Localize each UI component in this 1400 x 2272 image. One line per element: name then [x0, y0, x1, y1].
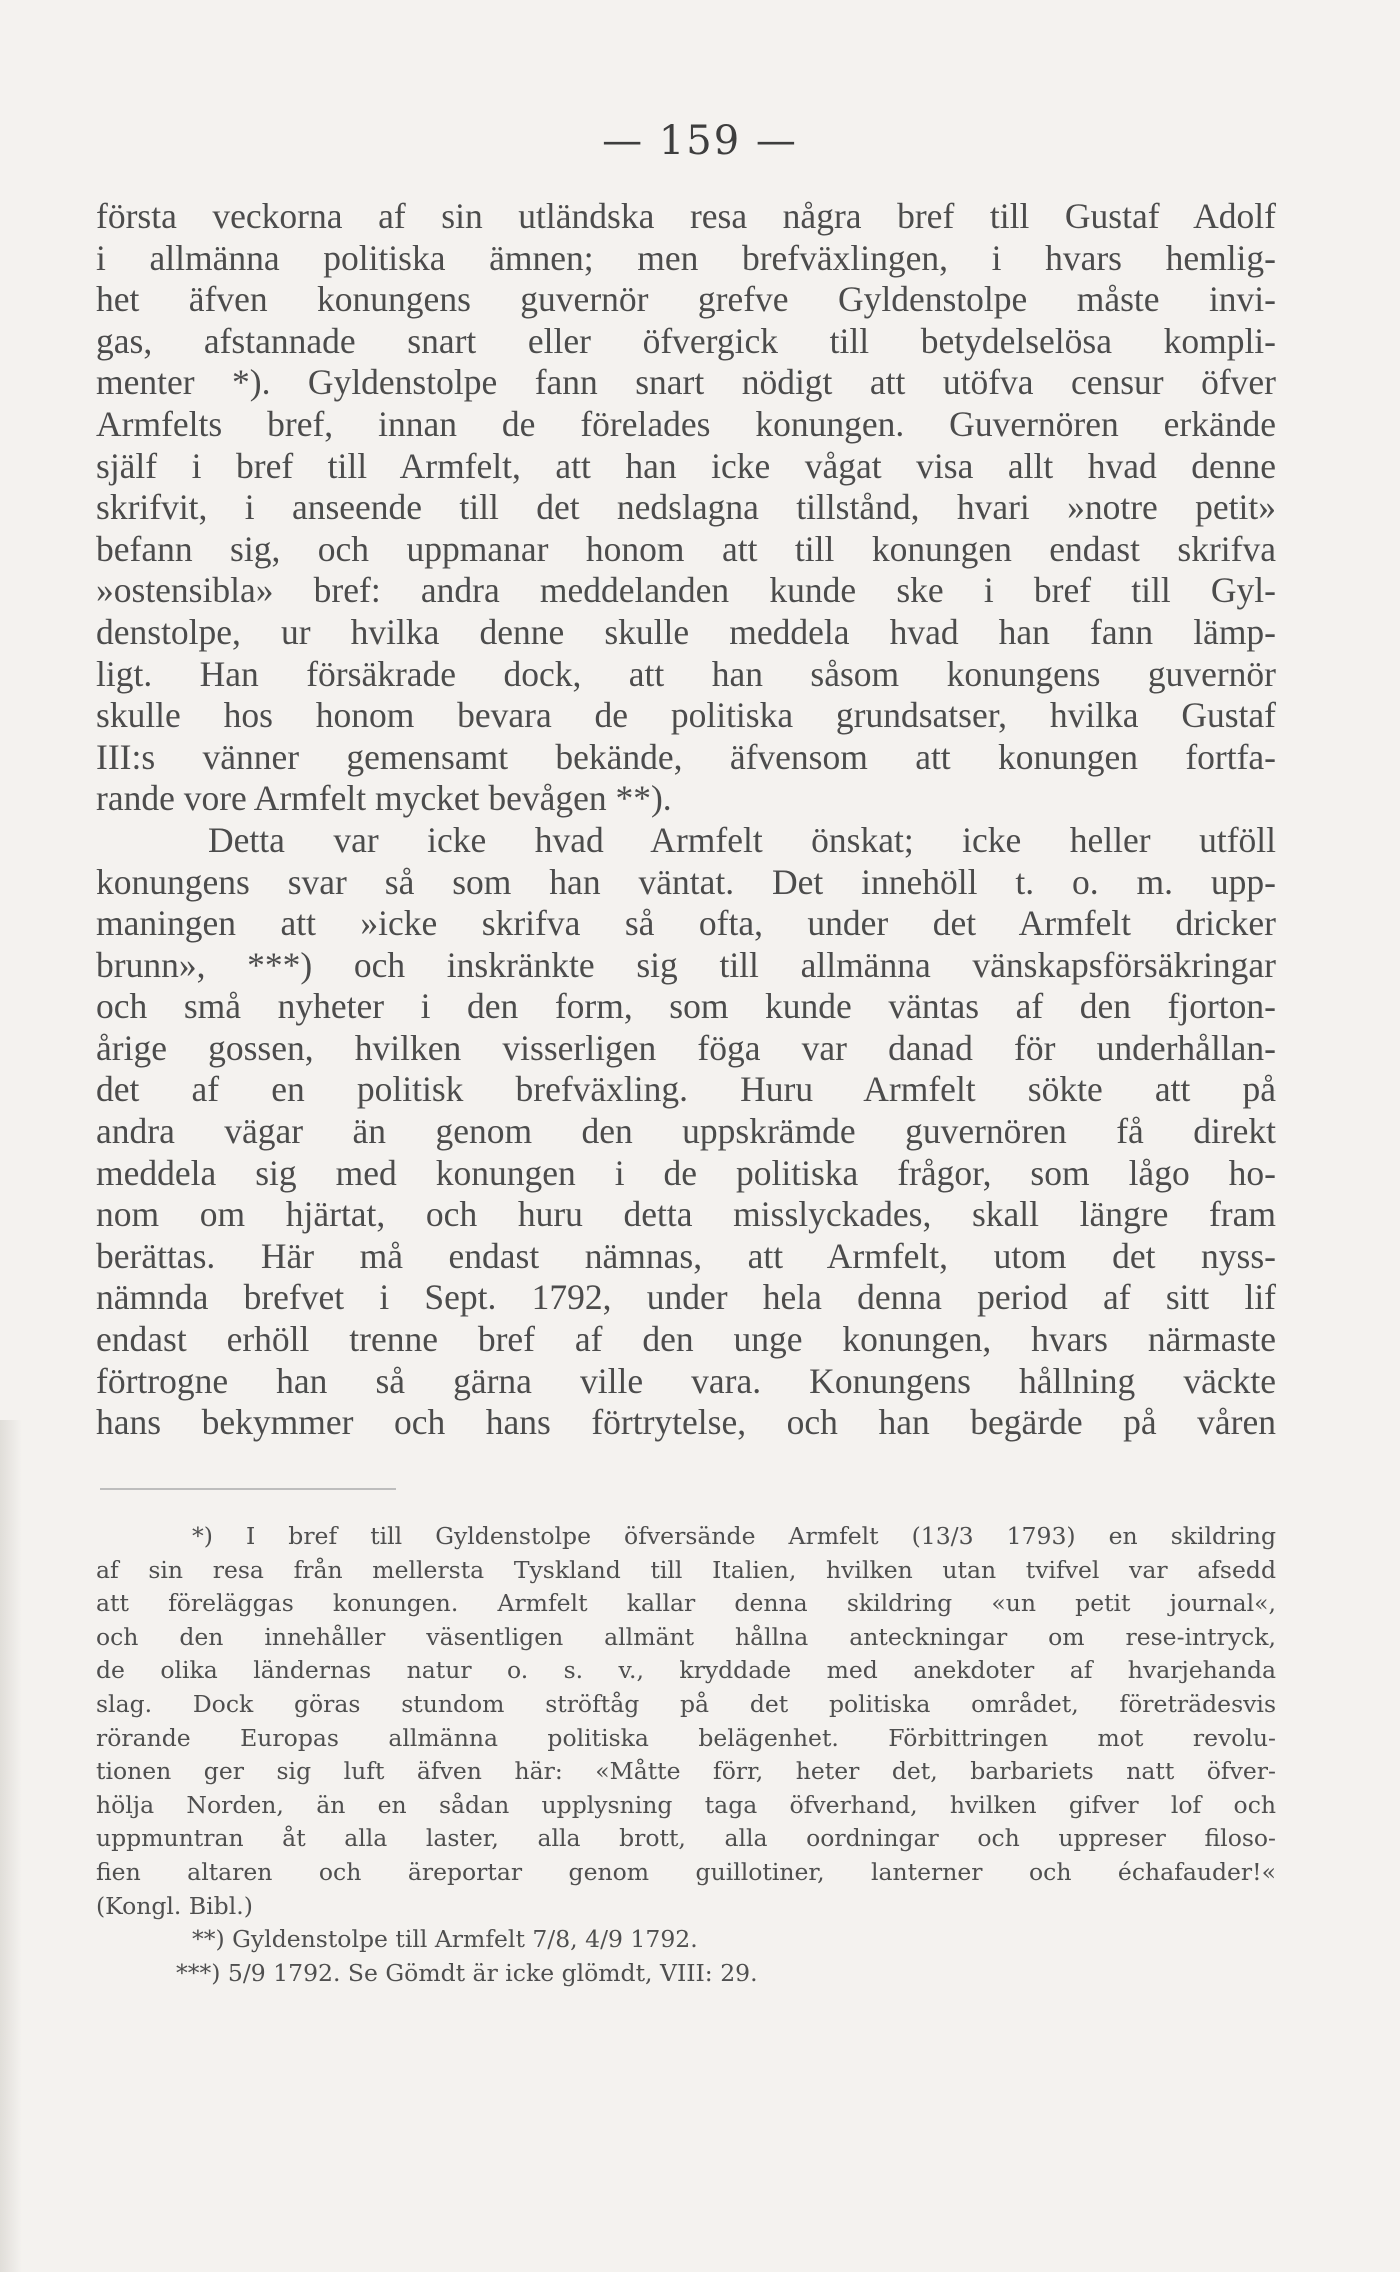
text-line: det af en politisk brefväxling. Huru Armfelt sökte att på [96, 1069, 1276, 1110]
body-text [96, 196, 1276, 1444]
text-line: berättas. Här må endast nämnas, att Armfelt, utom det nyss- [96, 1235, 1276, 1276]
text-line: första veckorna af sin utländska resa några bref till Gustaf Adolf [96, 196, 1276, 236]
footnote-line: att föreläggas konungen. Armfelt kallar denna skildring «un petit journal«, [96, 1589, 1276, 1618]
footnote-line: fien altaren och äreportar genom guillotiner, lanterner och échafauder!« [96, 1857, 1276, 1886]
footnote-line: tionen ger sig luft äfven här: «Måtte förr, heter det, barbariets natt öfver- [96, 1757, 1276, 1786]
text-line: gas, afstannade snart eller öfvergick till betydelselösa kompli- [96, 320, 1276, 361]
text-line: skrifvit, i anseende till det nedslagna tillstånd, hvari »notre petit» [96, 487, 1276, 528]
text-line: menter *). Gyldenstolpe fann snart nödigt att utöfva censur öfver [96, 362, 1276, 403]
text-line: förtrogne han så gärna ville vara. Konungens hållning väckte [96, 1360, 1276, 1401]
text-line: årige gossen, hvilken visserligen föga var danad för underhållan- [96, 1027, 1276, 1068]
text-line: Armfelts bref, innan de förelades konungen. Guvernören erkände [96, 403, 1276, 444]
text-line: och små nyheter i den form, som kunde väntas af den fjorton- [96, 986, 1276, 1027]
text-line: nämnda brefvet i Sept. 1792, under hela denna period af sitt lif [96, 1277, 1276, 1318]
footnote-line: slag. Dock göras stundom ströftåg på det politiska området, företrädesvis [96, 1689, 1276, 1718]
footnote-line: **) Gyldenstolpe till Armfelt 7/8, 4/9 1792. [192, 1925, 698, 1954]
footnote-divider [100, 1488, 396, 1490]
text-line: rande vore Armfelt mycket bevågen **). [96, 778, 672, 819]
footnote-line: och den innehåller väsentligen allmänt hållna anteckningar om rese-intryck, [96, 1622, 1276, 1651]
footnote-line: *) I bref till Gyldenstolpe öfversände Armfelt (13/3 1793) en skildring [192, 1522, 1276, 1550]
text-line: själf i bref till Armfelt, att han icke vågat visa allt hvad denne [96, 445, 1276, 486]
text-line: ligt. Han försäkrade dock, att han såsom konungens guvernör [96, 653, 1276, 694]
text-line: endast erhöll trenne bref af den unge konungen, hvars närmaste [96, 1319, 1276, 1360]
footnote-line: ***) 5/9 1792. Se Gömdt är icke glömdt, VIII: 29. [176, 1958, 758, 1987]
text-line: befann sig, och uppmanar honom att till konungen endast skrifva [96, 528, 1276, 569]
text-line: maningen att »icke skrifva så ofta, under det Armfelt dricker [96, 903, 1276, 944]
footnote-line: af sin resa från mellersta Tyskland till Italien, hvilken utan tvifvel var afsedd [96, 1555, 1276, 1584]
text-line: hans bekymmer och hans förtrytelse, och han begärde på våren [96, 1402, 1276, 1443]
page-number: — 159 — [602, 118, 798, 164]
text-line: i allmänna politiska ämnen; men brefväxlingen, i hvars hemlig- [96, 237, 1276, 278]
text-line: denstolpe, ur hvilka denne skulle meddela hvad han fann lämp- [96, 611, 1276, 652]
text-line: skulle hos honom bevara de politiska grundsatser, hvilka Gustaf [96, 695, 1276, 736]
page-edge-shadow [0, 1420, 22, 2272]
text-line: andra vägar än genom den uppskrämde guvernören få direkt [96, 1111, 1276, 1152]
footnote-line: hölja Norden, än en sådan upplysning taga öfverhand, hvilken gifver lof och [96, 1790, 1276, 1819]
text-line: konungens svar så som han väntat. Det innehöll t. o. m. upp- [96, 861, 1276, 902]
text-line: brunn», ***) och inskränkte sig till allmänna vänskapsförsäkringar [96, 944, 1276, 985]
footnote-line: rörande Europas allmänna politiska belägenhet. Förbittringen mot revolu- [96, 1723, 1276, 1752]
footnotes [96, 1520, 1276, 1990]
footnote-line: uppmuntran åt alla laster, alla brott, alla oordningar och uppreser filoso- [96, 1824, 1276, 1853]
text-line: nom om hjärtat, och huru detta misslyckades, skall längre fram [96, 1194, 1276, 1235]
text-line: III:s vänner gemensamt bekände, äfvensom att konungen fortfa- [96, 736, 1276, 777]
footnote-line: de olika ländernas natur o. s. v., kryddade med anekdoter af hvarjehanda [96, 1656, 1276, 1685]
text-line: het äfven konungens guvernör grefve Gyldenstolpe måste invi- [96, 279, 1276, 320]
text-line: meddela sig med konungen i de politiska frågor, som lågo ho- [96, 1152, 1276, 1193]
text-line: »ostensibla» bref: andra meddelanden kunde ske i bref till Gyl- [96, 570, 1276, 611]
footnote-line: (Kongl. Bibl.) [96, 1891, 253, 1920]
text-line: Detta var icke hvad Armfelt önskat; icke heller utföll [208, 819, 1276, 860]
